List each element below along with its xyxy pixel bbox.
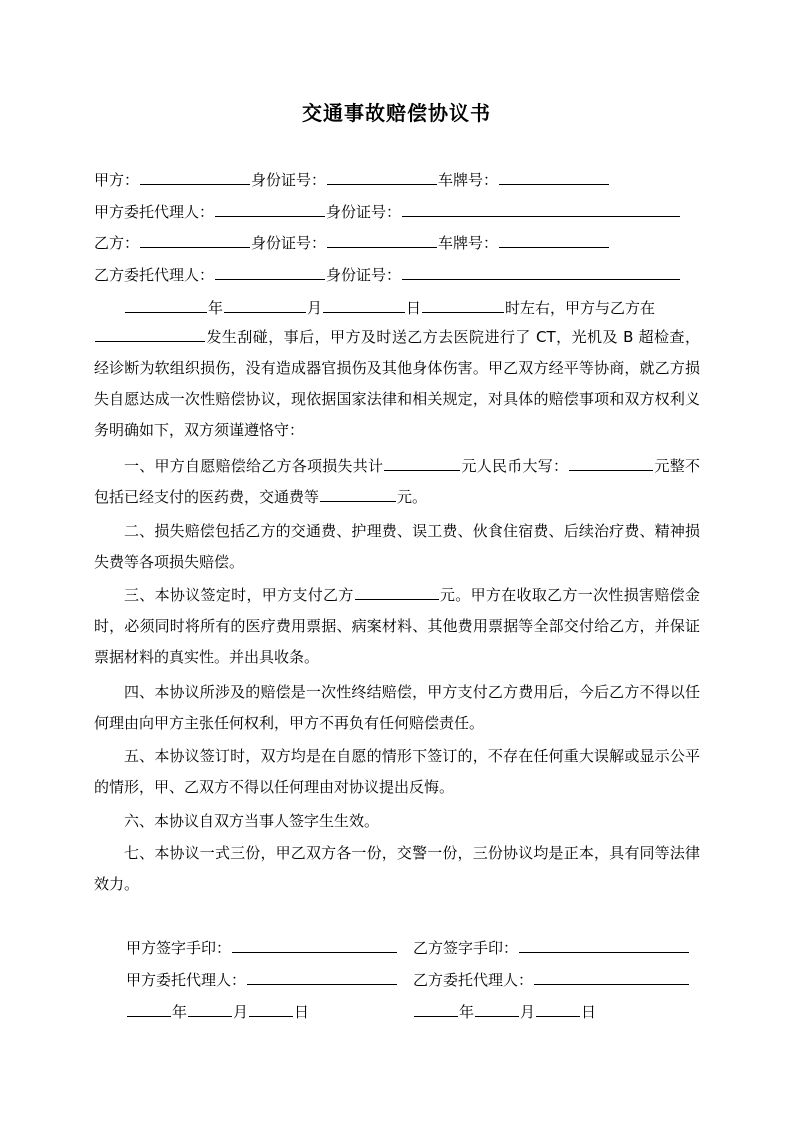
party-a-agent-row [94,200,681,222]
clause-1-amount-blank[interactable] [384,454,460,471]
party-b-year-label: 年 [459,1003,475,1021]
party-b-signature-blank[interactable] [519,936,689,953]
party-a-agent-signature-label: 甲方委托代理人： [126,971,247,989]
accident-day-label: 日 [406,299,422,317]
party-a-agent-label: 甲方委托代理人： [94,203,215,221]
party-a-day-label: 日 [294,1003,310,1021]
clause-7: 七、本协议一式三份，甲乙双方各一份，交警一份，三份协议均是正本，具有同等法律效力。 [94,844,700,893]
accident-month-label: 月 [307,299,323,317]
party-b-plate-label: 车牌号： [438,234,499,252]
clause-1-text-b: 元人民币大写： [461,457,569,475]
document-title: 交通事故赔偿协议书 [302,101,491,125]
accident-year-blank[interactable] [125,296,207,313]
accident-day-blank[interactable] [323,296,405,313]
party-b-agent-signature-label: 乙方委托代理人： [413,971,534,989]
party-b-agent-label: 乙方委托代理人： [94,266,215,284]
clause-2: 二、损失赔偿包括乙方的交通费、护理费、误工费、伙食住宿费、后续治疗费、精神损失费等各项损失赔偿。 [94,522,700,571]
party-b-id-label: 身份证号： [251,234,327,252]
clause-3-amount-blank[interactable] [355,583,439,600]
party-a-plate-label: 车牌号： [438,171,499,189]
clause-1-text-a: 一、甲方自愿赔偿给乙方各项损失共计 [124,457,384,475]
party-a-agent-signature-blank[interactable] [247,968,397,985]
party-b-agent-row [94,263,681,285]
clause-3 [94,580,700,673]
clause-1-text-d: 元。 [397,488,428,506]
accident-description-text: 发生刮碰，事后，甲方及时送乙方去医院进行了 CT，光机及 B 超检查，经诊断为软组织损伤，没有造成器官损伤及其他身体伤害。甲乙双方经平等协商，就乙方损失自愿达成一次性赔偿协议，现依据国家法律和相关规定，对具体的赔偿事项和双方权利义务明确如下，双方须谨遵恪守： [94,328,700,439]
party-b-label: 乙方： [94,234,140,252]
party-a-year-blank[interactable] [127,1000,171,1017]
clause-6: 六、本协议自双方当事人签字生生效。 [124,812,380,830]
party-b-agent-blank[interactable] [215,263,325,280]
party-b-agent-signature-row [413,968,690,990]
accident-year-label: 年 [208,299,224,317]
party-a-month-label: 月 [233,1003,249,1021]
party-b-signature-label: 乙方签字手印： [413,939,519,957]
party-a-id-blank[interactable] [327,168,437,185]
party-a-day-blank[interactable] [249,1000,293,1017]
accident-location-blank[interactable] [95,325,205,342]
party-b-signature-row [413,936,690,958]
party-b-day-label: 日 [581,1003,597,1021]
party-a-agent-id-label: 身份证号： [326,203,402,221]
party-a-id-label: 身份证号： [251,171,327,189]
party-a-signature-blank[interactable] [232,936,397,953]
party-b-agent-id-blank[interactable] [402,263,680,280]
party-b-day-blank[interactable] [536,1000,580,1017]
accident-time-label: 时左右，甲方与乙方在 [505,299,656,317]
party-b-agent-signature-blank[interactable] [534,968,689,985]
party-a-blank[interactable] [140,168,250,185]
accident-description-paragraph [94,322,700,446]
party-b-date-row [413,1000,596,1022]
party-a-agent-blank[interactable] [215,200,325,217]
clause-1-paid-blank[interactable] [320,485,396,502]
clause-1 [94,451,700,513]
accident-month-blank[interactable] [224,296,306,313]
party-b-id-blank[interactable] [327,231,437,248]
accident-time-blank[interactable] [422,296,504,313]
clause-1-amount-words-blank[interactable] [569,454,653,471]
party-b-row [94,231,610,253]
party-a-date-row [126,1000,309,1022]
clause-3-text-a: 三、本协议签定时，甲方支付乙方 [124,586,354,604]
clause-1-text-c: 元整不包括已经支付的医药费，交通费等 [94,457,700,506]
party-b-month-label: 月 [520,1003,536,1021]
party-b-month-blank[interactable] [475,1000,519,1017]
party-a-year-label: 年 [172,1003,188,1021]
party-a-label: 甲方： [94,171,140,189]
party-b-agent-id-label: 身份证号： [326,266,402,284]
accident-date-row [124,296,655,318]
party-a-signature-row [126,936,398,958]
party-a-month-blank[interactable] [188,1000,232,1017]
party-b-year-blank[interactable] [414,1000,458,1017]
party-a-plate-blank[interactable] [499,168,609,185]
party-b-plate-blank[interactable] [499,231,609,248]
party-a-row [94,168,610,190]
party-a-signature-label: 甲方签字手印： [126,939,232,957]
party-a-agent-signature-row [126,968,398,990]
clause-3-text-b: 元。甲方在收取乙方一次性损害赔偿金时，必须同时将所有的医疗费用票据、病案材料、其他费用票据等全部交付给乙方，并保证票据材料的真实性。并出具收条。 [94,586,700,666]
party-b-blank[interactable] [140,231,250,248]
clause-4: 四、本协议所涉及的赔偿是一次性终结赔偿，甲方支付乙方费用后，今后乙方不得以任何理由向甲方主张任何权利，甲方不再负有任何赔偿责任。 [94,683,700,732]
party-a-agent-id-blank[interactable] [402,200,680,217]
clause-5: 五、本协议签订时，双方均是在自愿的情形下签订的，不存在任何重大误解或显示公平的情形，甲、乙双方不得以任何理由对协议提出反悔。 [94,747,700,796]
